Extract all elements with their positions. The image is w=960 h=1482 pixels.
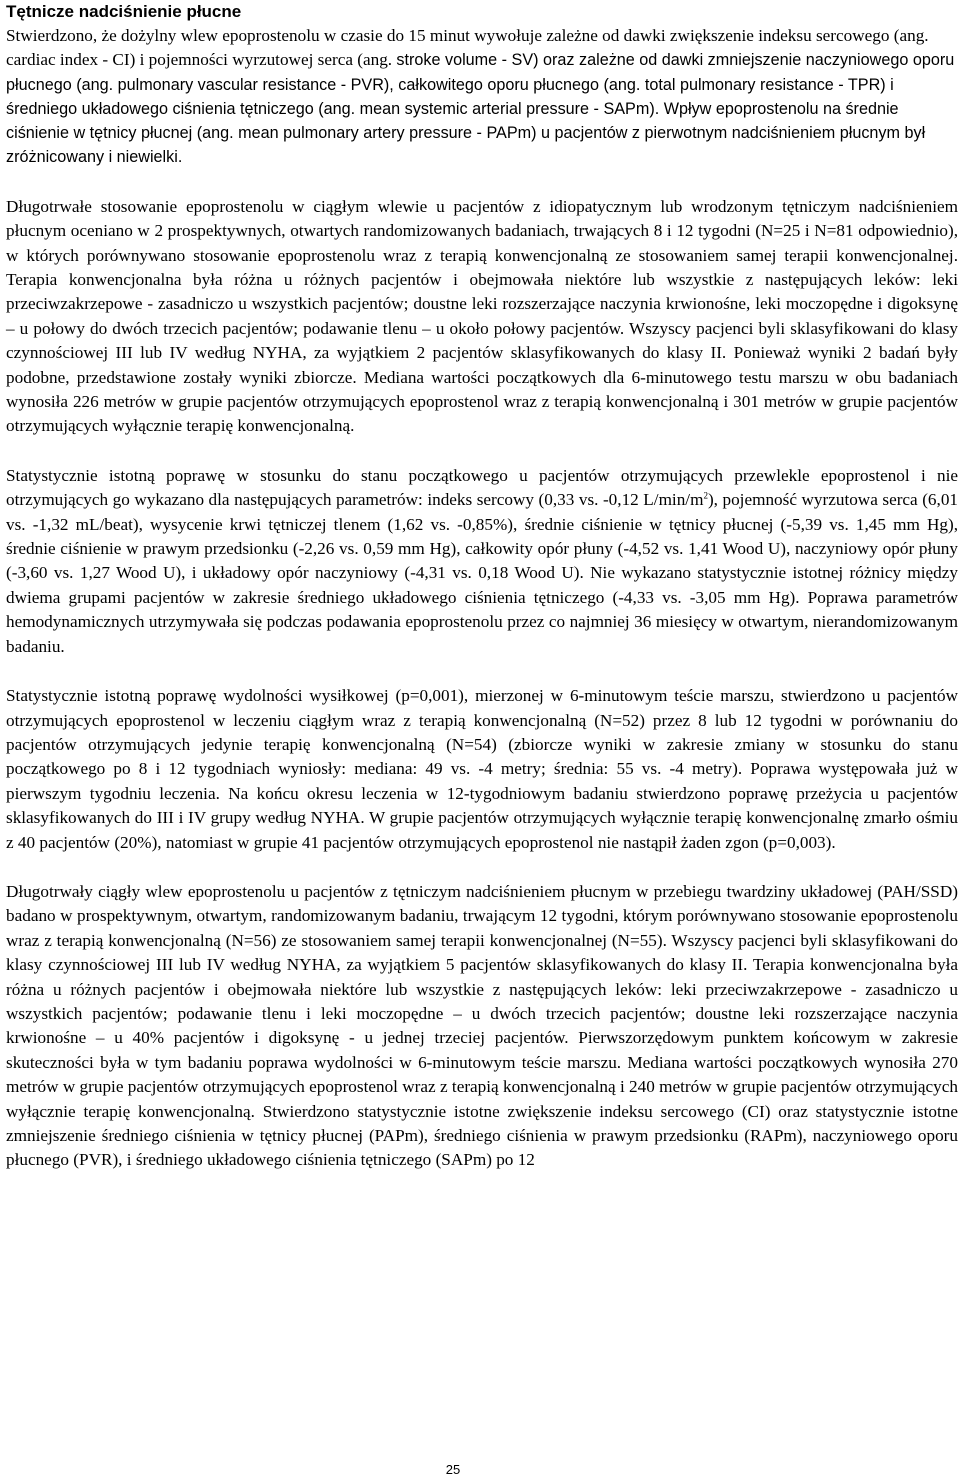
paragraph-hemodynamics-start: Statystycznie istotną poprawę w stosunku do stanu początkowego u pacjentów otrzymujących przewlekle epoprostenol i nie otrzymujących go wykazano dla następujących parametrów: indeks sercowy (0,33 vs. -0,12 L/min/m (6, 465, 958, 510)
paragraph-exercise-capacity: Statystycznie istotną poprawę wydolności wysiłkowej (p=0,001), mierzonej w 6-minutowym teście marszu, stwierdzono u pacjentów otrzymujących epoprostenol w leczeniu ciągłym wraz z terapią konwencjonalną (N=52) przez 8 lub 12 tygodni w porównaniu do pacjentów otrzymujących jedynie terapię konwencjonalną (N=54) (zbiorcze wyniki w zakresie zmiany w stosunku do stanu początkowego po 8 i 12 tygodniach wyniosły: mediana: 49 vs. -4 metry; średnia: 55 vs. -4 metry). Poprawa występowała już w pierwszym tygodniu leczenia. Na końcu okresu leczenia w 12-tygodniowym badaniu stwierdzono poprawę przeżycia u pacjentów sklasyfikowanych do III i IV grupy według NYHA. W grupie pacjentów otrzymujących wyłącznie terapię konwencjonalnę zmarło ośmiu z 40 pacjentów (20%), natomiast w grupie 41 pacjentów otrzymujących epoprostenol nie nastąpił żaden zgon (p=0,003). (6, 686, 958, 852)
document-page (6, 0, 958, 1173)
superscript-two: 2 (703, 490, 708, 501)
paragraph-long-term-study: Długotrwałe stosowanie epoprostenolu w ciągłym wlewie u pacjentów z idiopatycznym lub wrodzonym tętniczym nadciśnieniem płucnym oceniano w 2 prospektywnych, otwartych randomizowanych badaniach, trwających 8 i 12 tygodni (N=25 i N=81 odpowiednio), w których porównywano stosowanie epoprostenolu wraz z terapią konwencjonalną ze stosowaniem samej terapii konwencjonalnej. Terapia konwencjonalna była różna u różnych pacjentów i obejmowała niektóre lub wszystkie z następujących leków: leki przeciwzakrzepowe - zasadniczo u wszystkich pacjentów; doustne leki rozszerzające naczynia krwionośne, leki moczopędne i digoksynę – u połowy do dwóch trzecich pacjentów; podawanie tlenu – u około połowy pacjentów. Wszyscy pacjenci byli sklasyfikowani do klasy czynnościowej III lub IV według NYHA, za wyjątkiem 2 pacjentów sklasyfikowanych do klasy II. Ponieważ wyniki 2 badań były podobne, przedstawione zostały wyniki zbiorcze. Mediana wartości początkowych dla 6-minutowego testu marszu w obu badaniach wynosiła 226 metrów w grupie pacjentów otrzymujących epoprostenol wraz z terapią konwencjonalną i 301 metrów w grupie pacjentów otrzymujących wyłącznie terapię konwencjonalną. (6, 196, 958, 436)
section-heading: Tętnicze nadciśnienie płucne (6, 2, 242, 21)
paragraph-hemodynamics-rest: ), pojemność wyrzutowa serca (6,01 vs. -1,32 mL/beat), wysycenie krwi tętniczej tlenem (1,62 vs. -0,85%), średnie ciśnienie w tętnicy płucnej (-5,39 vs. 1,45 mm Hg), średnie ciśnienie w prawym przedsionku (-2,26 vs. 0,59 mm Hg), całkowity opór płuny (-4,52 vs. 1,41 Wood U), naczyniowy opór płuny (-3,60 vs. 1,27 Wood U), i układowy opór naczyniowy (-4,31 vs. 0,18 Wood U). Nie wykazano statystycznie istotnej różnicy między dwiema grupami pacjentów w zakresie średniego układowego ciśnienia tętniczego (-4,33 vs. -3,05 mm Hg). Poprawa parametrów hemodynamicznych utrzymywała się podczas podawania epoprostenolu przez co najmniej 36 miesięcy w otwartym, nierandomizowanym badaniu. (6, 490, 959, 656)
intro-text-sans: stroke volume - SV) oraz zależne od dawki zmniejszenie naczyniowego oporu płucnego (ang. pulmonary vascular resistance - PVR), całkowitego oporu płucnego (ang. total pulmonary resistance - TPR) i średniego układowego ciśnienia tętniczego (ang. mean systemic arterial pressure - SAPm). Wpływ epoprostenolu na średnie ciśnienie w tętnicy płucnej (ang. mean pulmonary artery pressure - PAPm) u pacjentów z pierwotnym nadciśnieniem płucnym był zróżnicowany i niewielki. (6, 51, 955, 167)
paragraph-hemodynamics (6, 464, 958, 659)
paragraph-scleroderma-study: Długotrwały ciągły wlew epoprostenolu u pacjentów z tętniczym nadciśnieniem płucnym w przebiegu twardziny układowej (PAH/SSD) badano w prospektywnym, otwartym, randomizowanym badaniu, trwającym 12 tygodni, którym porównywano stosowanie epoprostenolu wraz z terapią konwencjonalną (N=56) ze stosowaniem samej terapii konwencjonalnej (N=55). Wszyscy pacjenci byli sklasyfikowani do klasy czynnościowej III lub IV według NYHA, za wyjątkiem 5 pacjentów sklasyfikowanych do klasy II. Terapia konwencjonalna była różna u różnych pacjentów i obejmowała niektóre lub wszystkie z następujących leków: leki przeciwzakrzepowe - zasadniczo u wszystkich pacjentów; podawanie tlenu i leki moczopędne – u dwóch trzecich pacjentów; doustne leki rozszerzające naczynia krwionośne – u 40% pacjentów i digoksynę - u jednej trzeciej pacjentów. Pierwszorzędowym punktem końcowym w zakresie skuteczności była w tym badaniu poprawa wydolności w 6-minutowym teście marszu. Mediana wartości początkowych wynosiła 270 metrów w grupie pacjentów otrzymujących epoprostenol wraz z terapią konwencjonalną i 240 metrów w grupie pacjentów otrzymujących wyłącznie terapię konwencjonalną. Stwierdzono statystycznie istotne zwiększenie indeksu sercowego (CI) oraz statystycznie istotne zmniejszenie średniego ciśnienia w tętnicy płucnej (PAPm), średniego ciśnienia w prawym przedsionku (RAPm), naczyniowego oporu płucnego (PVR), i średniego układowego ciśnienia tętniczego (SAPm) po 12 (6, 881, 958, 1170)
page-number: 25 (445, 1462, 461, 1477)
intro-text-serif: Stwierdzono, że dożylny wlew epoprostenolu w czasie do 15 minut wywołuje zależne od dawki zwiększenie indeksu sercowego (ang. cardiac index - CI) i pojemności wyrzutowej serca (ang. (6, 26, 929, 70)
intro-paragraph (6, 24, 958, 170)
